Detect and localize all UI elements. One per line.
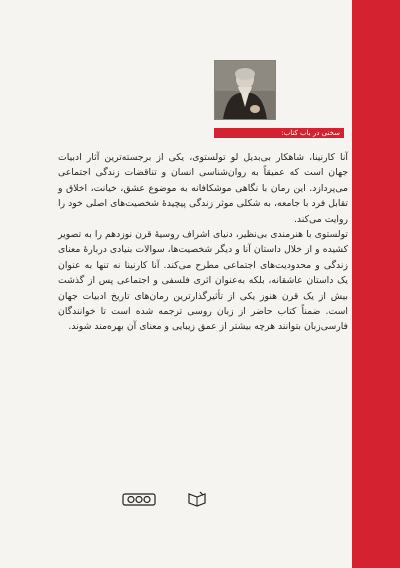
red-spine-strip <box>352 0 400 568</box>
publisher-logo-icon <box>122 491 156 507</box>
paragraph-1: آنا کارنینا، شاهکار بی‌بدیل لو تولستوی، یکی از برجسته‌ترین آثار ادبیات جهان است که عمیقاً به روان‌شناسی انسان و تناقضات زندگی اجتماعی می‌پردازد. این رمان با نگاهی موشکافانه به موضوع عشق، خیانت، اخلاق و تقابل فرد با جامعه، به شکلی موثر زندگی پیچیدهٔ شخصیت‌های اصلی خود را روایت می‌کند. <box>58 152 348 225</box>
paragraph-2: تولستوی با هنرمندی بی‌نظیر، دنیای اشراف روسیهٔ قرن نوزدهم را به تصویر کشیده و از خلال داستان آنا و دیگر شخصیت‌ها، سوالات بنیادی دربارهٔ معنای زندگی و محدودیت‌های اجتماعی مطرح می‌کند. آنا کارنینا نه تنها به عنوان یک داستان عاشقانه، بلکه به‌عنوان اثری فلسفی و اجتماعی پس از گذشت بیش از یک قرن هنوز یکی از تأثیرگذارترین رمان‌های تاریخ ادبیات جهان است. ضمناً کتاب حاضر از زبان روسی ترجمه شده است تا خوانندگان فارسی‌زبان بتوانند هرچه بیشتر از عمق زیبایی و معنای آن بهره‌مند شوند. <box>58 229 348 333</box>
imprint-logo-icon <box>186 491 208 507</box>
section-label: سخنی در باب کتاب: <box>281 129 340 137</box>
description-text <box>58 150 348 335</box>
section-label-bar <box>214 128 344 138</box>
author-portrait <box>214 60 276 120</box>
publisher-logos <box>122 488 208 510</box>
